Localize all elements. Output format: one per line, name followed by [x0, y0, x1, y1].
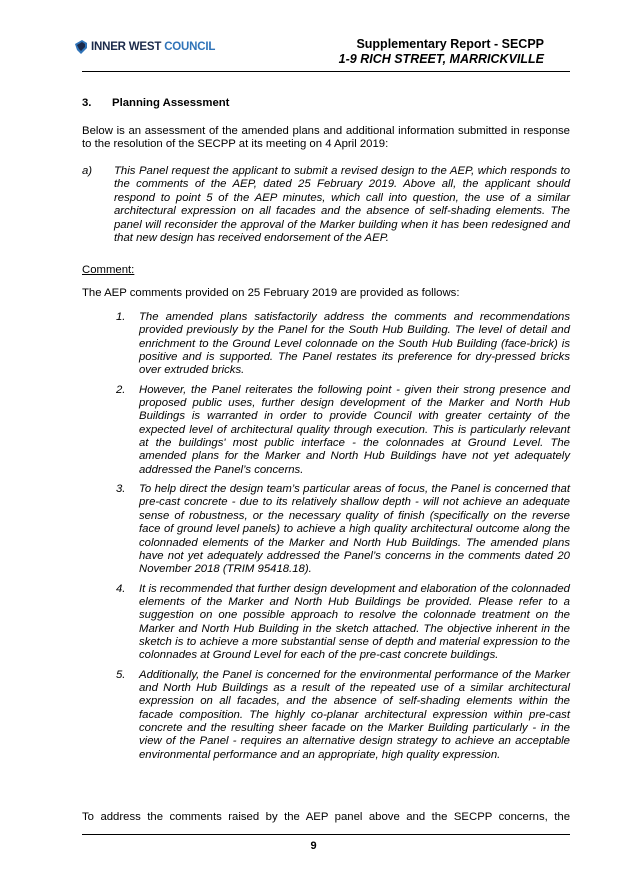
section-title: Planning Assessment — [112, 97, 230, 109]
list-item — [116, 483, 570, 576]
list-item — [116, 311, 570, 378]
intro-paragraph: Below is an assessment of the amended plans and additional information submitted in response to the resolution of the SECPP at its meeting on 4 April 2019: — [82, 125, 570, 151]
report-title: Supplementary Report - SECPP — [356, 37, 544, 51]
list-item-number: 1. — [116, 311, 126, 323]
logo-text-inner-west: INNER WEST — [91, 41, 165, 53]
page-number: 9 — [310, 840, 317, 852]
list-item-number: 5. — [116, 668, 126, 681]
footer-divider — [82, 834, 570, 835]
list-item-number: 2. — [116, 383, 126, 396]
item-label: a) — [82, 165, 93, 177]
resolution-item-a — [82, 165, 570, 245]
list-item — [116, 384, 570, 477]
list-item-text: To help direct the design team’s particular areas of focus, the Panel is concerned that pre-cast concrete - due to its relatively shallow depth - will not achieve an adequate sense of robustness, or the necessary quality of finish (specifically on the reverse face of ground level panels) to achieve a high quality architectural outcome along the colonnaded elements of the Marker and North Hub Buildings. The amended plans have not yet adequately addressed the Panel’s concerns in the comments dated 20 November 2018 (TRIM 95418.18). — [139, 483, 570, 576]
comment-heading: Comment: — [82, 264, 135, 276]
section-heading — [82, 97, 229, 109]
header-divider — [82, 71, 570, 72]
closing-paragraph: To address the comments raised by the AEP panel above and the SECPP concerns, the — [82, 811, 570, 823]
inner-west-council-logo-icon — [74, 39, 88, 55]
list-item-text: It is recommended that further design development and elaboration of the colonnaded elements of the Marker and North Hub Buildings be provided. Please refer to a suggestion on one possible approach to resolve the colonnade treatment on the Marker and North Hub Building in the sketch attached. The objective inherent in the sketch is to achieve a more substantial sense of depth and material expression to the colonnades at Ground Level for each of the pre-cast concrete buildings. — [139, 582, 570, 662]
list-item — [116, 583, 570, 663]
list-item-text: However, the Panel reiterates the following point - given their strong presence and proposed public uses, further design development of the Marker and North Hub Buildings is warranted in order to provide Council with greater certainty of the expected level of architectural quality through execution. This is particularly relevant at the buildings' most public interface - the colonnades at Ground Level. The amended plans for the Marker and North Hub Buildings have not yet adequately addressed the Panel’s concerns. — [139, 383, 570, 476]
list-item-number: 4. — [116, 582, 126, 595]
item-text: This Panel request the applicant to submit a revised design to the AEP, which responds to the comments of the AEP, dated 25 February 2019. Above all, the applicant should respond to point 5 of the AEP minutes, which call into question, the use of a similar architectural expression on all facades and the absence of self-shading elements. The panel will reconsider the approval of the Marker building when it has been redesigned and that new design has received endorsement of the AEP. — [114, 165, 570, 245]
aep-intro-paragraph: The AEP comments provided on 25 February 2019 are provided as follows: — [82, 287, 460, 299]
aep-comments-list — [116, 311, 570, 768]
list-item-text: The amended plans satisfactorily address the comments and recommendations provided previously by the Panel for the South Hub Building. The level of detail and enrichment to the Ground Level colonnade on the South Hub Building (face-brick) is positive and is supported. The Panel restates its preference for dry-pressed bricks over extruded bricks. — [139, 311, 570, 377]
report-header — [339, 37, 544, 67]
section-number: 3. — [82, 97, 92, 109]
list-item — [116, 669, 570, 762]
logo-text-council: COUNCIL — [164, 41, 216, 53]
list-item-number: 3. — [116, 483, 126, 496]
logo-text — [91, 41, 215, 53]
council-logo — [74, 38, 215, 56]
list-item-text: Additionally, the Panel is concerned for the environmental performance of the Marker and North Hub Buildings as a result of the repeated use of a similar architectural expression on all facades, and the absence of self-shading elements within the facade composition. The highly co-planar architectural expression within pre-cast concrete and the resulting sheer facade on the Marker Building particularly - in the view of the Panel - requires an alternative design strategy to achieve an acceptable environmental performance and an appropriate, high quality expression. — [139, 668, 570, 761]
report-address: 1-9 RICH STREET, MARRICKVILLE — [338, 52, 544, 66]
